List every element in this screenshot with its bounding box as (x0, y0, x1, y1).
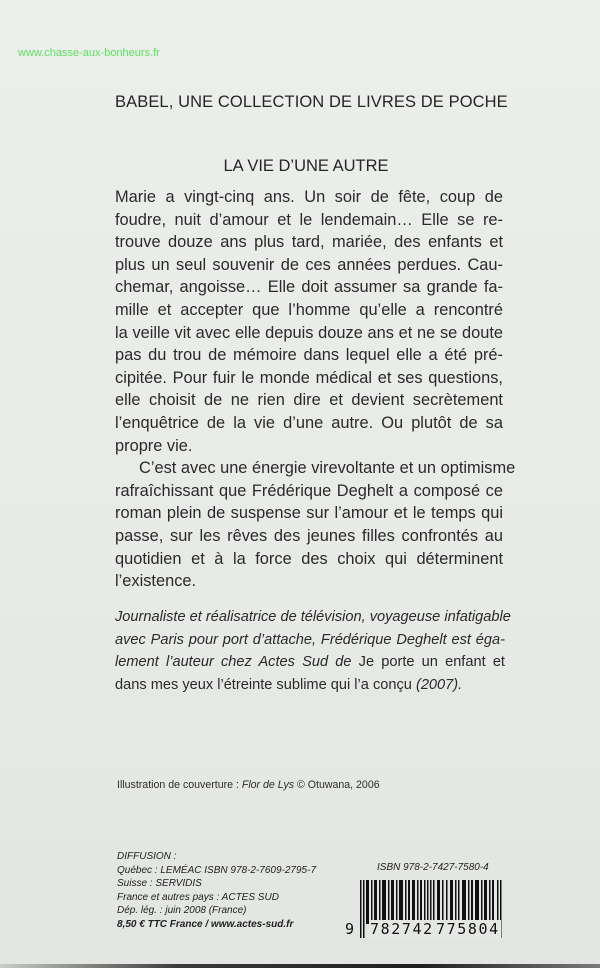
bio-line (115, 651, 505, 674)
diffusion-suisse: Suisse : SERVIDIS (117, 878, 202, 890)
watermark-url: www.chasse-aux-bonheurs.fr (18, 47, 160, 59)
bio-text-italic: avec Paris pour port d’attache, Frédérique Deghelt est éga- (115, 631, 505, 648)
bio-line (115, 629, 505, 652)
previous-book-title: dans mes yeux l’étreinte sublime qui l’a conçu (115, 676, 412, 693)
synopsis-line: cipitée. Pour fuir le monde médical et ses questions, (115, 368, 503, 387)
page-bottom-edge (0, 964, 600, 968)
synopsis-line: l’existence. (115, 572, 197, 591)
synopsis-line: foudre, nuit d’amour et le lendemain… Elle se re- (115, 210, 503, 229)
synopsis-line: quotidien et à la force des choix qui déterminent (115, 549, 503, 568)
synopsis-line: propre vie. (115, 436, 193, 455)
barcode (345, 880, 510, 938)
cover-credit (117, 779, 380, 791)
previous-book-title: Je porte un enfant et (351, 654, 505, 671)
synopsis-line: mille et accepter que l’homme qu’elle a rencontré (115, 300, 503, 319)
bio-year: (2007). (411, 676, 463, 693)
synopsis-line: la veille vit avec elle depuis douze ans et ne se doute (115, 323, 503, 342)
collection-heading: BABEL, UNE COLLECTION DE LIVRES DE POCHE (115, 93, 508, 111)
author-bio (115, 606, 511, 696)
barcode-digits-left: 782742 (370, 920, 434, 938)
synopsis-line: Marie a vingt-cinq ans. Un soir de fête, coup de (115, 188, 503, 206)
synopsis-line: elle choisit de ne rien dire et devient secrètement (115, 391, 503, 410)
bio-text-italic: Journaliste et réalisatrice de télévision, voyageuse infatigable (115, 609, 511, 625)
diffusion-heading: DIFFUSION : (117, 851, 177, 862)
barcode-digits-right: 775804 (436, 920, 500, 938)
synopsis-line: passe, sur les rêves des jeunes filles confrontés au (115, 526, 503, 545)
synopsis-line: C’est avec une énergie virevoltante et un optimisme (139, 459, 516, 478)
bio-text-italic: lement l’auteur chez Actes Sud de (115, 654, 352, 671)
credit-copyright: © Otuwana, 2006 (294, 779, 380, 791)
price: 8,50 € TTC France / www.actes-sud.fr (117, 918, 294, 930)
synopsis (115, 186, 516, 593)
credit-label: Illustration de couverture : (117, 779, 242, 791)
legal-deposit: Dép. lég. : juin 2008 (France) (117, 905, 247, 917)
book-title: LA VIE D’UNE AUTRE (223, 157, 389, 175)
synopsis-line: pas du trou de mémoire dans lequel elle a été pré- (115, 346, 503, 365)
synopsis-line: roman plein de suspense sur l’amour et le temps qui (115, 504, 503, 523)
synopsis-line: l’enquêtrice de la vie d’une autre. Ou plutôt de sa (115, 413, 503, 432)
synopsis-line: rafraîchissant que Frédérique Deghelt a composé ce (115, 481, 503, 500)
bio-line (115, 606, 511, 629)
bio-line (115, 674, 505, 697)
isbn-label: ISBN 978-2-7427-7580-4 (377, 862, 489, 873)
credit-work: Flor de Lys (241, 779, 295, 791)
diffusion-france: France et autres pays : ACTES SUD (117, 891, 279, 903)
diffusion-block (117, 850, 316, 932)
diffusion-quebec: Québec : LEMÉAC ISBN 978-2-7609-2795-7 (117, 864, 316, 876)
synopsis-line: chemar, angoisse… Elle doit assumer sa grande fa- (115, 278, 503, 297)
synopsis-line: plus un seul souvenir de ces années perdues. Cau- (115, 255, 503, 274)
barcode-first-digit: 9 (345, 920, 355, 938)
synopsis-line: trouve douze ans plus tard, mariée, des enfants et (115, 233, 503, 252)
